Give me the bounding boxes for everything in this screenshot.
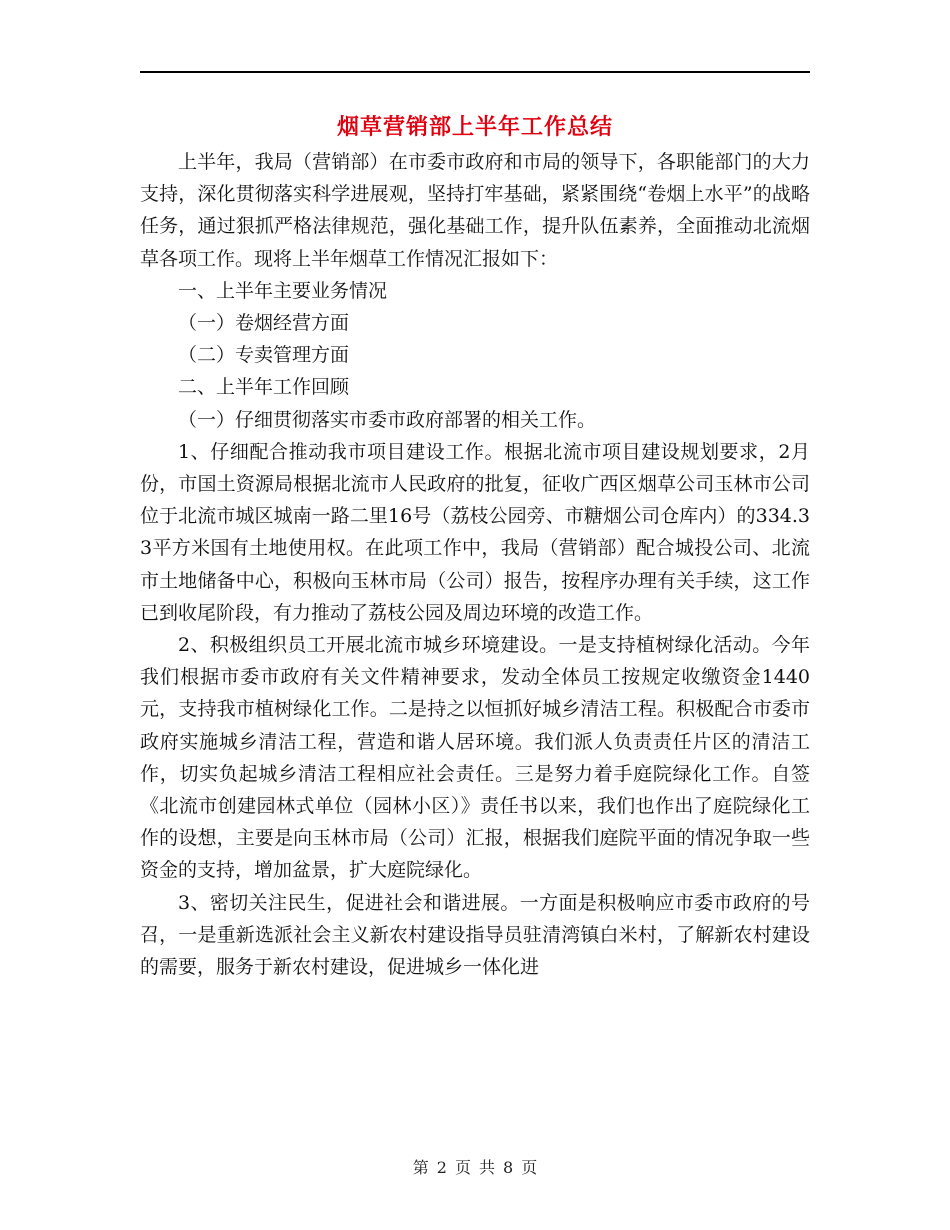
- subheading-1-1: （一）卷烟经营方面: [178, 312, 350, 335]
- paragraph-intro: 上半年，我局（营销部）在市委市政府和市局的领导下，各职能部门的大力支持，深化贯彻落实科学进展观，坚持打牢基础，紧紧围绕“卷烟上水平”的战略任务，通过狠抓严格法律规范，强化基础工作，提升队伍素养，全面推动北流烟草各项工作。现将上半年烟草工作情况汇报如下：: [140, 151, 810, 270]
- footer-prefix: 第: [412, 1158, 429, 1177]
- heading-section-1: 一、上半年主要业务情况: [178, 279, 388, 302]
- footer-total-pages: 8: [503, 1158, 514, 1177]
- document-title: 烟草营销部上半年工作总结: [336, 115, 613, 140]
- footer-total-label: 共: [479, 1158, 496, 1177]
- subheading-1-2: （二）专卖管理方面: [178, 344, 350, 367]
- footer-suffix: 页: [521, 1158, 538, 1177]
- footer-page-label: 页: [454, 1158, 471, 1177]
- subheading-2-1: （一）仔细贯彻落实市委市政府部署的相关工作。: [178, 408, 597, 431]
- heading-section-2: 二、上半年工作回顾: [178, 376, 350, 399]
- footer-page-number: 2: [436, 1158, 447, 1177]
- page-footer: [0, 1155, 950, 1178]
- header-rule: [140, 71, 810, 73]
- document-body: [140, 146, 810, 983]
- paragraph-item-2: 2、积极组织员工开展北流市城乡环境建设。一是支持植树绿化活动。今年我们根据市委市政府有关文件精神要求，发动全体员工按规定收缴资金1440 元，支持我市植树绿化工作。二是持之以恒抓好城乡清洁工程。积极配合市委市政府实施城乡清洁工程，营造和谐人居环境。我们派人负责责任片区的清洁工作，切实负起城乡清洁工程相应社会责任。三是努力着手庭院绿化工作。自签《北流市创建园林式单位（园林小区）》责任书以来，我们也作出了庭院绿化工作的设想，主要是向玉林市局（公司）汇报，根据我们庭院平面的情况争取一些资金的支持，增加盆景，扩大庭院绿化。: [140, 634, 810, 882]
- paragraph-item-1: 1、仔细配合推动我市项目建设工作。根据北流市项目建设规划要求，2月份，市国土资源局根据北流市人民政府的批复，征收广西区烟草公司玉林市公司位于北流市城区城南一路二里16号（荔枝公园旁、市糖烟公司仓库内）的334.33平方米国有土地使用权。在此项工作中，我局（营销部）配合城投公司、北流市土地储备中心，积极向玉林市局（公司）报告，按程序办理有关手续，这工作已到收尾阶段，有力推动了荔枝公园及周边环境的改造工作。: [140, 440, 810, 624]
- paragraph-item-3: 3、密切关注民生，促进社会和谐进展。一方面是积极响应市委市政府的号召，一是重新选派社会主义新农村建设指导员驻清湾镇白米村，了解新农村建设的需要，服务于新农村建设，促进城乡一体化进: [140, 891, 810, 979]
